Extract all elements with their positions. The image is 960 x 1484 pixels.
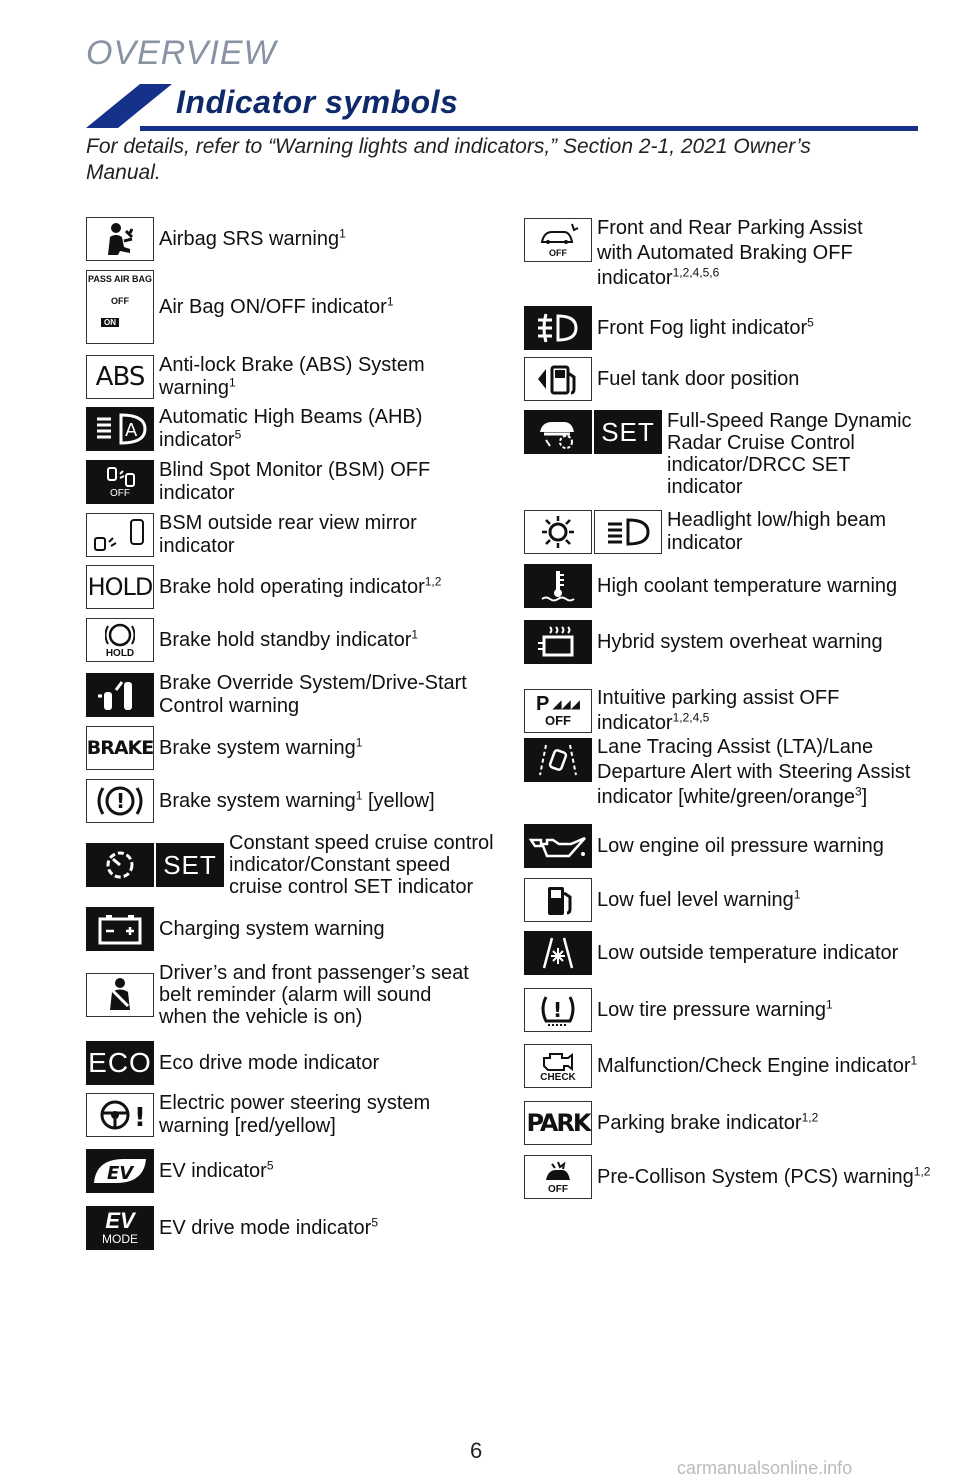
seatbelt-icon bbox=[86, 973, 154, 1017]
pass-air-bag-icon: PASS AIR BAG OFF ON bbox=[86, 270, 154, 344]
item-label: Front and Rear Parking Assist with Automated Braking OFF indicator$^{1,2,4,5,6}$ bbox=[597, 217, 863, 289]
list-item bbox=[86, 1092, 449, 1138]
list-item bbox=[86, 962, 479, 1028]
list-item bbox=[86, 270, 394, 344]
list-item bbox=[524, 509, 897, 555]
item-label: Headlight low/high beam indicator bbox=[667, 509, 887, 554]
svg-text:A: A bbox=[125, 420, 138, 441]
item-label: Anti-lock Brake (ABS) System warning$^1$ bbox=[159, 354, 425, 399]
low-fuel-icon bbox=[524, 878, 592, 922]
list-item bbox=[524, 564, 897, 608]
svg-text:!: ! bbox=[553, 998, 563, 1022]
item-label: Low engine oil pressure warning bbox=[597, 834, 884, 857]
brake-exclaim-icon bbox=[86, 779, 154, 823]
item-label: Brake Override System/Drive-Start Control warning bbox=[159, 672, 467, 717]
list-item bbox=[524, 620, 883, 664]
list-item bbox=[86, 672, 469, 718]
item-label: Electric power steering system warning [red/yellow] bbox=[159, 1092, 431, 1137]
list-item bbox=[86, 459, 439, 505]
item-label: Brake hold operating indicator$^{1,2}$ bbox=[159, 573, 442, 598]
subtitle: For details, refer to “Warning lights and indicators,” Section 2-1, 2021 Owner’s Manual. bbox=[86, 135, 811, 184]
item-label: Automatic High Beams (AHB) indicator$^5$ bbox=[159, 406, 423, 451]
list-item bbox=[86, 406, 429, 452]
list-item bbox=[86, 1041, 379, 1085]
parking-assist-off-icon: OFF bbox=[524, 218, 592, 262]
list-item bbox=[524, 306, 814, 350]
list-item bbox=[86, 565, 441, 609]
ev-mode-icon: EV MODE bbox=[86, 1206, 154, 1250]
list-item bbox=[524, 1101, 818, 1145]
item-label: Low fuel level warning$^1$ bbox=[597, 886, 801, 911]
item-label: Driver’s and front passenger’s seat belt reminder (alarm will sound when the vehicle is on) bbox=[159, 962, 469, 1028]
item-label: Air Bag ON/OFF indicator$^1$ bbox=[159, 293, 394, 318]
bsm-mirror-icon bbox=[86, 513, 154, 557]
item-label: Pre-Collison System (PCS) warning$^{1,2}$ bbox=[597, 1163, 931, 1188]
park-icon: PARK bbox=[524, 1101, 592, 1145]
page-title: Indicator symbols bbox=[176, 84, 459, 120]
hybrid-overheat-icon bbox=[524, 620, 592, 664]
list-item bbox=[86, 779, 435, 823]
item-label: Charging system warning bbox=[159, 917, 385, 940]
headlight-high-icon bbox=[594, 510, 662, 554]
pcs-off-icon: OFF bbox=[524, 1155, 592, 1199]
list-item bbox=[86, 217, 346, 261]
item-label: Low tire pressure warning$^1$ bbox=[597, 996, 833, 1021]
abs-icon: ABS bbox=[86, 355, 154, 399]
list-item bbox=[86, 618, 418, 662]
fog-light-icon bbox=[524, 306, 592, 350]
fuel-door-icon bbox=[524, 357, 592, 401]
item-label: Lane Tracing Assist (LTA)/Lane Departure Alert with Steering Assist indicator [white/green/orange$^3$] bbox=[597, 736, 911, 808]
item-label: Full-Speed Range Dynamic Radar Cruise Control indicator/DRCC SET indicator bbox=[667, 410, 912, 498]
item-label: Malfunction/Check Engine indicator$^1$ bbox=[597, 1052, 918, 1077]
svg-text:EV: EV bbox=[107, 1163, 134, 1184]
airbag-person-icon bbox=[86, 217, 154, 261]
item-label: BSM outside rear view mirror indicator bbox=[159, 512, 417, 557]
list-item bbox=[524, 218, 882, 291]
page-number: 6 bbox=[470, 1438, 483, 1463]
item-label: Hybrid system overheat warning bbox=[597, 630, 883, 653]
list-item bbox=[86, 907, 385, 951]
eps-icon bbox=[86, 1093, 154, 1137]
oil-pressure-icon bbox=[524, 824, 592, 868]
tire-pressure-icon bbox=[524, 988, 592, 1032]
list-item bbox=[86, 726, 362, 770]
item-label: Brake hold standby indicator$^1$ bbox=[159, 626, 419, 651]
bsm-off-icon: OFF bbox=[86, 460, 154, 504]
list-item bbox=[524, 1044, 917, 1088]
item-label: Fuel tank door position bbox=[597, 367, 800, 390]
svg-text:!: ! bbox=[116, 789, 126, 813]
list-item bbox=[86, 1206, 378, 1250]
ahb-icon bbox=[86, 407, 154, 451]
item-label: Constant speed cruise control indicator/Constant speed cruise control SET indicator bbox=[229, 832, 494, 898]
list-item bbox=[524, 410, 917, 498]
list-item bbox=[86, 1149, 274, 1193]
coolant-temp-icon bbox=[524, 564, 592, 608]
list-item bbox=[524, 824, 884, 868]
headlight-low-icon bbox=[524, 510, 592, 554]
hold-icon: HOLD bbox=[86, 565, 154, 609]
brake-override-icon bbox=[86, 673, 154, 717]
item-label: EV indicator$^5$ bbox=[159, 1157, 274, 1182]
item-label: Parking brake indicator$^{1,2}$ bbox=[597, 1109, 819, 1134]
list-item bbox=[524, 878, 800, 922]
list-item bbox=[86, 512, 439, 558]
ev-icon bbox=[86, 1149, 154, 1193]
section-label: OVERVIEW bbox=[86, 34, 277, 72]
list-item bbox=[524, 686, 877, 736]
cruise-set-icon: SET bbox=[156, 843, 224, 887]
brake-text-icon: BRAKE bbox=[86, 726, 154, 770]
item-label: Brake system warning$^1$ bbox=[159, 734, 363, 759]
radar-cruise-set-icon: SET bbox=[594, 410, 662, 454]
item-label: Blind Spot Monitor (BSM) OFF indicator bbox=[159, 459, 431, 504]
hold-standby-icon: HOLD bbox=[86, 618, 154, 662]
list-item bbox=[86, 832, 494, 898]
radar-cruise-icon bbox=[524, 410, 592, 454]
item-label: Low outside temperature indicator bbox=[597, 941, 899, 964]
battery-icon bbox=[86, 907, 154, 951]
eco-icon: ECO bbox=[86, 1041, 154, 1085]
list-item bbox=[524, 357, 799, 401]
list-item bbox=[524, 988, 833, 1032]
item-label: Intuitive parking assist OFF indicator$^{1,2,4,5}$ bbox=[597, 687, 840, 734]
watermark: carmanualsonline.info bbox=[677, 1458, 853, 1478]
check-engine-icon: CHECK bbox=[524, 1044, 592, 1088]
item-label: Front Fog light indicator$^5$ bbox=[597, 314, 814, 339]
list-item bbox=[524, 738, 917, 810]
item-label: EV drive mode indicator$^5$ bbox=[159, 1214, 379, 1239]
snowflake-road-icon bbox=[524, 931, 592, 975]
cruise-speedometer-icon bbox=[86, 843, 154, 887]
item-label: Airbag SRS warning$^1$ bbox=[159, 225, 346, 250]
list-item bbox=[524, 1155, 930, 1199]
list-item bbox=[524, 931, 898, 975]
list-item bbox=[86, 354, 429, 400]
lane-assist-icon bbox=[524, 738, 592, 782]
item-label: Brake system warning$^1$ [yellow] bbox=[159, 787, 435, 812]
title-bar bbox=[86, 80, 918, 132]
item-label: High coolant temperature warning bbox=[597, 574, 898, 597]
item-label: Eco drive mode indicator bbox=[159, 1051, 380, 1074]
svg-text:!: ! bbox=[134, 1103, 146, 1133]
parking-off-icon: P ◢◢◢ OFF bbox=[524, 689, 592, 733]
